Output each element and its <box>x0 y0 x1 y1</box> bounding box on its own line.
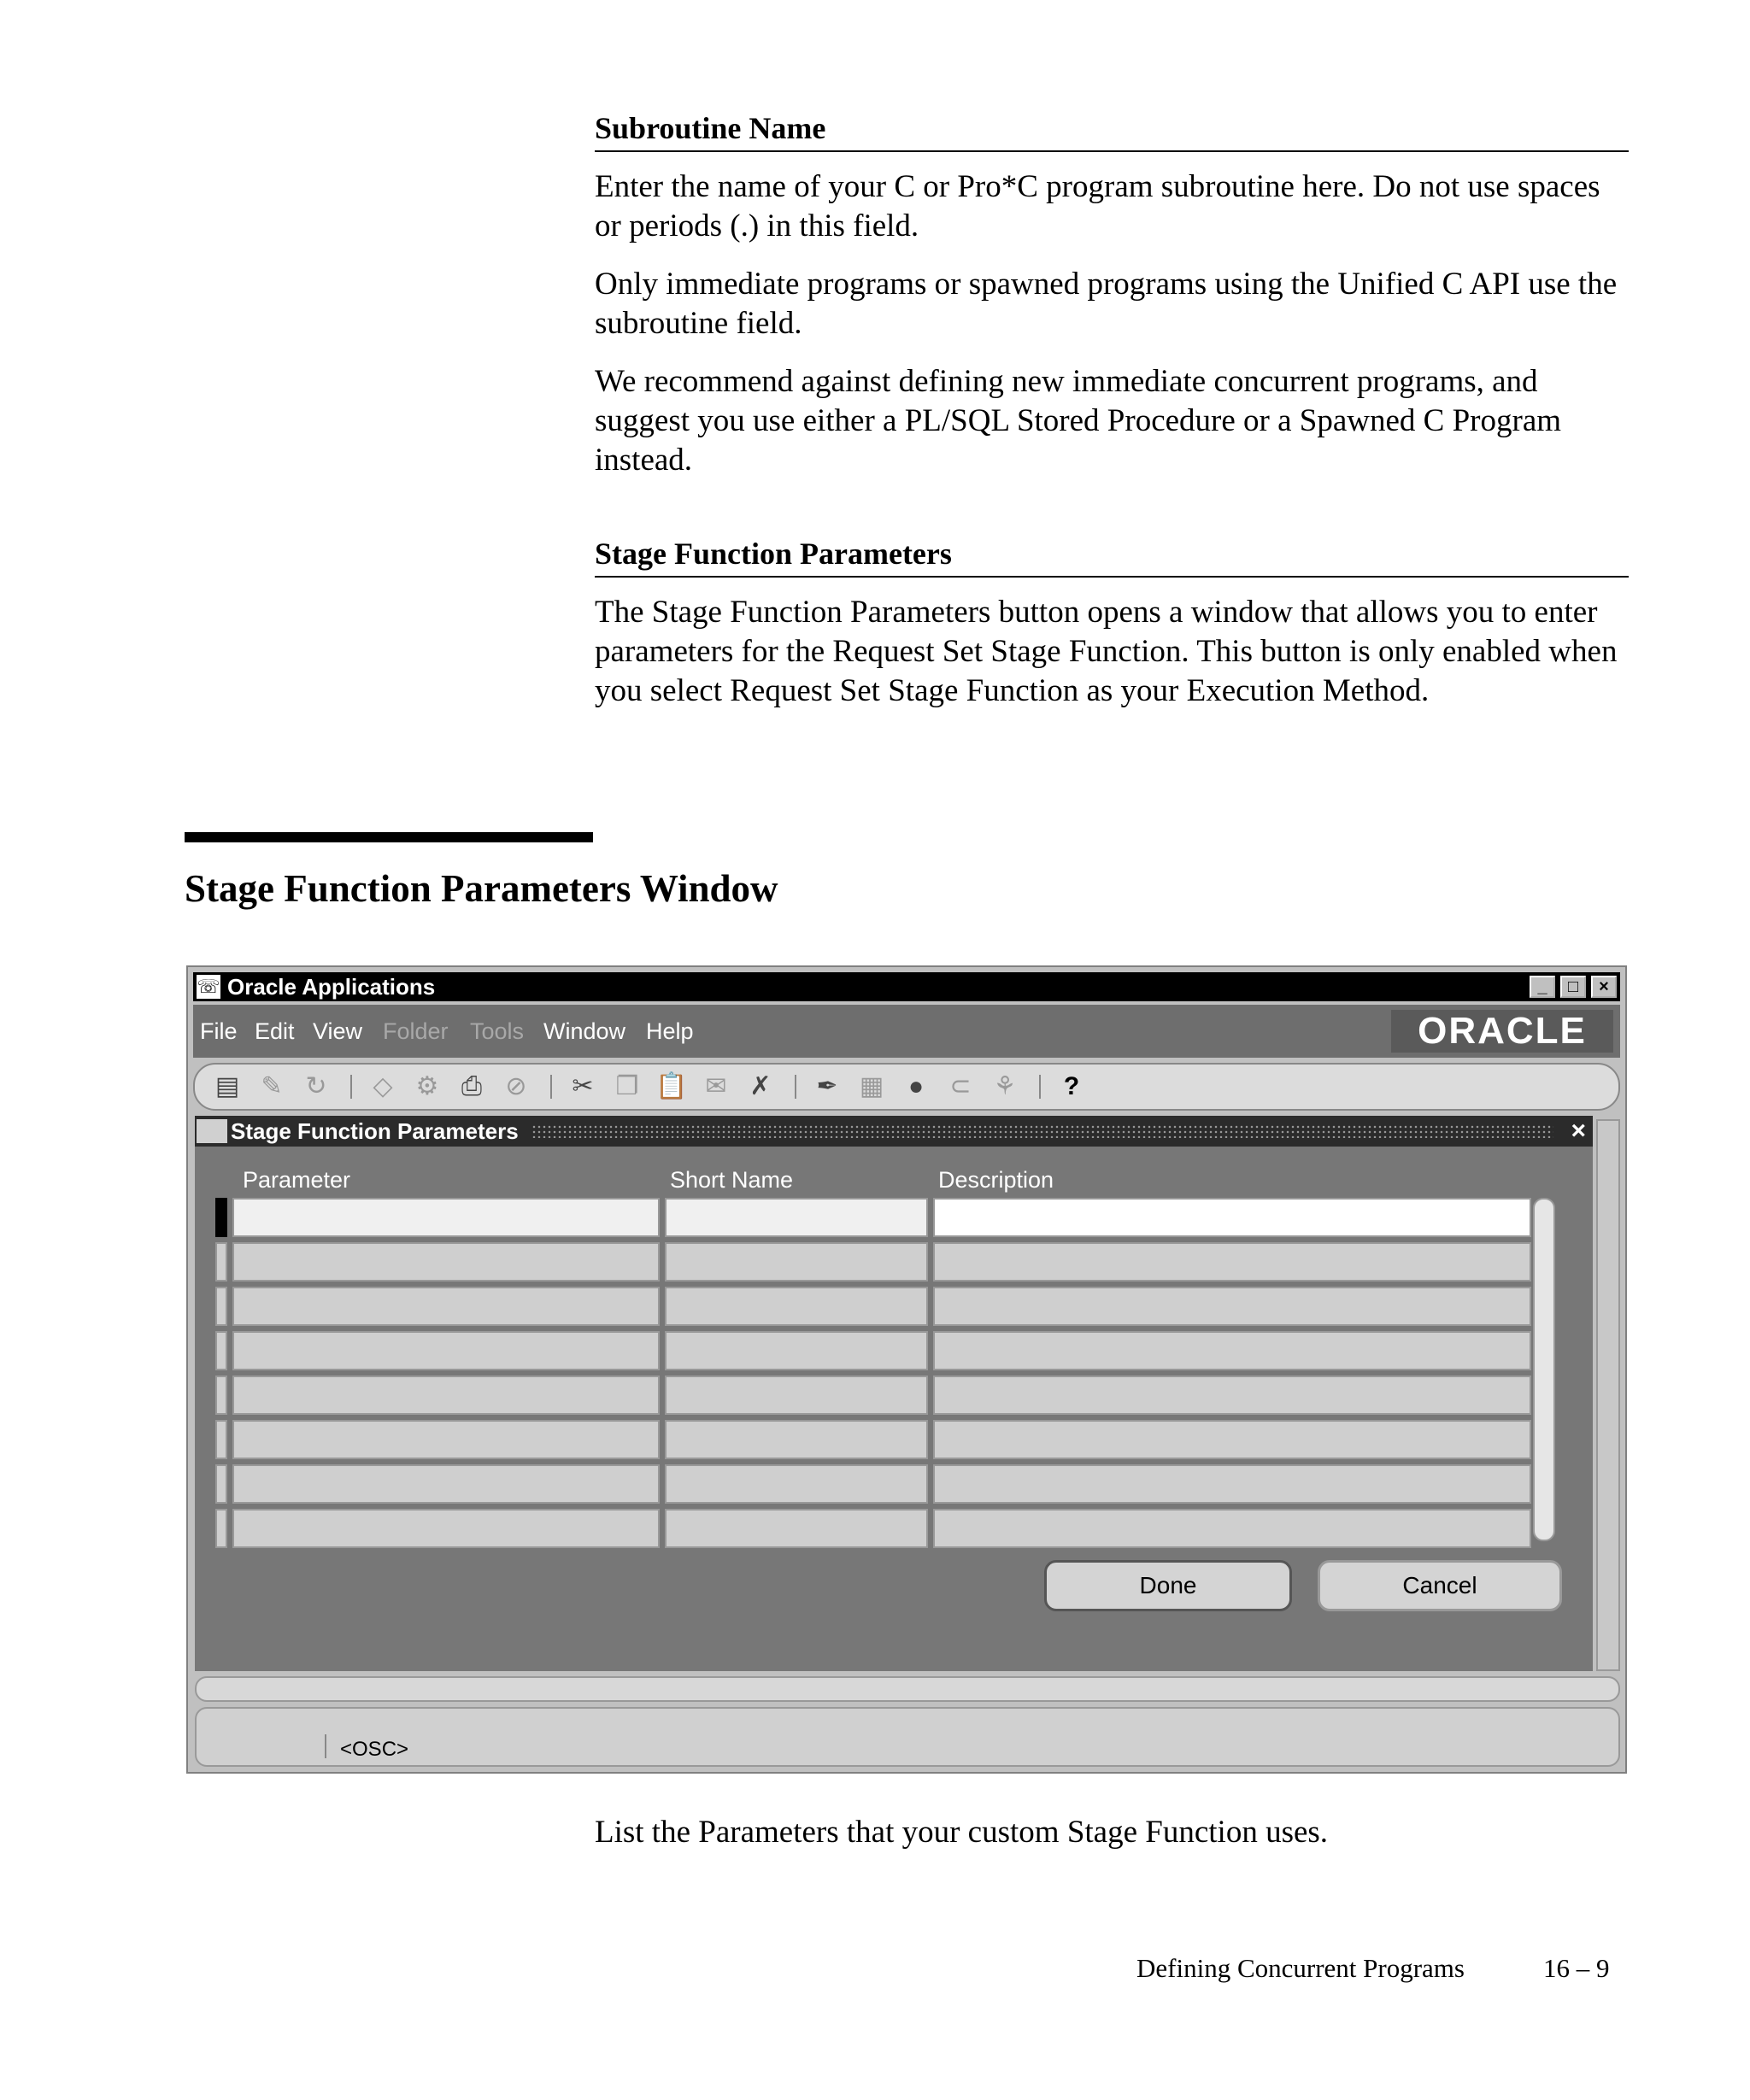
paragraph: We recommend against defining new immediate concurrent programs, and suggest you use either a PL/SQL Stored Procedure or a Spawned C Program instead. <box>595 364 1562 478</box>
parameter-field[interactable] <box>232 1464 660 1504</box>
new-record-icon[interactable]: ▤ <box>214 1072 240 1100</box>
help-icon[interactable]: ? <box>1063 1072 1080 1100</box>
rows-scrollbar[interactable] <box>1533 1198 1555 1541</box>
attachments-icon[interactable]: ⊂ <box>949 1072 972 1100</box>
zoom-icon[interactable]: ▦ <box>859 1072 884 1100</box>
short-name-field[interactable] <box>665 1376 928 1415</box>
record-indicator[interactable] <box>215 1420 227 1459</box>
paragraph: Only immediate programs or spawned programs using the Unified C API use the subroutine field. <box>595 267 1618 341</box>
window-vertical-scrollbar[interactable] <box>1596 1119 1620 1671</box>
parameter-field[interactable] <box>232 1242 660 1282</box>
close-form-icon[interactable]: ⊘ <box>505 1072 527 1100</box>
maximize-icon[interactable]: □ <box>1560 976 1586 998</box>
translations-icon[interactable]: ● <box>907 1072 925 1100</box>
short-name-field[interactable] <box>665 1331 928 1370</box>
toolbar-separator <box>350 1075 352 1099</box>
toolbar-separator <box>795 1075 796 1099</box>
column-header-short-name: Short Name <box>670 1167 794 1193</box>
window-section-title: Stage Function Parameters Window <box>185 867 778 910</box>
menu-view[interactable]: View <box>313 1018 363 1044</box>
paragraph: The Stage Function Parameters button opens a window that allows you to enter parameters for the Request Set Stage Function. This button is only enabled when you select Request Set Stage Function as your Execution Method. <box>595 595 1618 708</box>
window-titlebar <box>193 972 1620 1001</box>
record-indicator[interactable] <box>215 1242 227 1282</box>
caption: List the Parameters that your custom Stage Function uses. <box>595 1815 1329 1850</box>
short-name-field[interactable] <box>665 1198 928 1237</box>
menu-bar <box>193 1005 1620 1058</box>
delete-record-icon[interactable]: ✗ <box>749 1072 772 1100</box>
short-name-field[interactable] <box>665 1420 928 1459</box>
parameter-field[interactable] <box>232 1198 660 1237</box>
footer-page-number: 16 – 9 <box>1543 1953 1610 1983</box>
record-indicator[interactable] <box>215 1198 227 1237</box>
app-icon: ☏ <box>197 976 220 997</box>
toolbar-separator <box>550 1075 552 1099</box>
short-name-field[interactable] <box>665 1242 928 1282</box>
print-icon[interactable]: ⎙ <box>461 1072 482 1100</box>
column-header-description: Description <box>938 1167 1054 1193</box>
parameter-field[interactable] <box>232 1287 660 1326</box>
record-indicator[interactable] <box>215 1509 227 1548</box>
column-header-parameter: Parameter <box>243 1167 351 1193</box>
menu-edit[interactable]: Edit <box>255 1018 295 1044</box>
menu-tools[interactable]: Tools <box>470 1018 525 1044</box>
window-title: Oracle Applications <box>227 974 436 1000</box>
save-icon[interactable]: ◇ <box>373 1072 393 1100</box>
description-field[interactable] <box>933 1198 1531 1237</box>
description-field[interactable] <box>933 1464 1531 1504</box>
section-heading-stage-function-parameters: Stage Function Parameters <box>595 535 1629 578</box>
minimize-icon[interactable]: _ <box>1530 976 1555 998</box>
done-label: Done <box>1139 1572 1197 1598</box>
status-divider <box>325 1734 326 1758</box>
next-step-icon[interactable]: ⚙ <box>415 1072 439 1100</box>
cancel-button[interactable] <box>1318 1560 1562 1611</box>
clear-record-icon[interactable]: ✉ <box>705 1072 727 1100</box>
folder-tools-icon[interactable]: ⚘ <box>993 1072 1017 1100</box>
description-field[interactable] <box>933 1331 1531 1370</box>
menu-window[interactable]: Window <box>543 1018 626 1044</box>
description-field[interactable] <box>933 1242 1531 1282</box>
find-icon[interactable]: ✎ <box>261 1072 283 1100</box>
record-indicator[interactable] <box>215 1376 227 1415</box>
description-field[interactable] <box>933 1509 1531 1548</box>
done-button[interactable] <box>1044 1560 1292 1611</box>
oracle-applications-window <box>186 965 1627 1774</box>
status-text: <OSC> <box>340 1738 409 1761</box>
short-name-field[interactable] <box>665 1509 928 1548</box>
description-field[interactable] <box>933 1287 1531 1326</box>
form-icon <box>197 1119 227 1143</box>
parameter-field[interactable] <box>232 1509 660 1548</box>
edit-field-icon[interactable]: ✒ <box>816 1072 838 1100</box>
paste-icon[interactable]: 📋 <box>655 1072 688 1100</box>
stage-function-parameters-form <box>195 1116 1593 1671</box>
record-indicator[interactable] <box>215 1331 227 1370</box>
close-icon[interactable]: × <box>1571 1117 1586 1145</box>
record-indicator[interactable] <box>215 1287 227 1326</box>
titlebar-pattern <box>531 1124 1553 1138</box>
oracle-logo: ORACLE <box>1391 1010 1613 1053</box>
parameter-field[interactable] <box>232 1420 660 1459</box>
parameter-field[interactable] <box>232 1376 660 1415</box>
paragraph: Enter the name of your C or Pro*C program subroutine here. Do not use spaces or periods (.) in this field. <box>595 169 1600 243</box>
form-title: Stage Function Parameters <box>231 1118 519 1144</box>
toolbar-separator <box>1039 1075 1041 1099</box>
navigator-icon[interactable]: ↻ <box>305 1072 327 1100</box>
toolbar <box>193 1063 1620 1111</box>
menu-file[interactable]: File <box>200 1018 238 1044</box>
status-bar <box>195 1707 1620 1767</box>
form-titlebar <box>195 1116 1593 1147</box>
section-rule <box>185 832 593 842</box>
description-field[interactable] <box>933 1420 1531 1459</box>
window-horizontal-scrollbar[interactable] <box>195 1676 1620 1702</box>
copy-icon[interactable]: ❐ <box>615 1072 639 1100</box>
menu-folder[interactable]: Folder <box>383 1018 449 1044</box>
record-indicator[interactable] <box>215 1464 227 1504</box>
menu-help[interactable]: Help <box>646 1018 694 1044</box>
parameter-field[interactable] <box>232 1331 660 1370</box>
section-heading-subroutine-name: Subroutine Name <box>595 109 1629 152</box>
cancel-label: Cancel <box>1402 1572 1477 1598</box>
short-name-field[interactable] <box>665 1464 928 1504</box>
footer-chapter: Defining Concurrent Programs <box>1136 1953 1465 1983</box>
cut-icon[interactable]: ✂ <box>572 1072 594 1100</box>
description-field[interactable] <box>933 1376 1531 1415</box>
short-name-field[interactable] <box>665 1287 928 1326</box>
close-icon[interactable]: × <box>1591 976 1617 998</box>
